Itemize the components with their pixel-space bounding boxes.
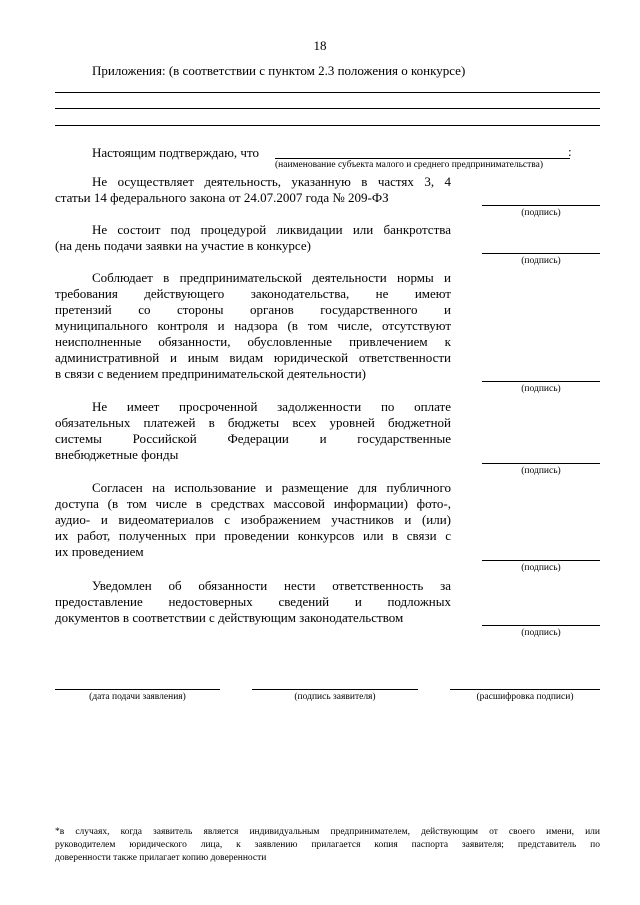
item-6-line-1: Уведомлен об обязанности нести ответственность за bbox=[92, 578, 451, 593]
item-6-line-2: предоставление недостоверных сведений и подложных bbox=[55, 594, 451, 609]
item-5-line-5: их проведением bbox=[55, 544, 144, 559]
signature-line-3 bbox=[482, 381, 600, 382]
item-5-line-4: их работ, полученных при проведении конкурсов или в связи с bbox=[55, 528, 451, 543]
applicant-signature-caption: (подпись заявителя) bbox=[294, 692, 376, 702]
signature-line-2 bbox=[482, 253, 600, 254]
item-1-line-2: статьи 14 федерального закона от 24.07.2007 года № 209-ФЗ bbox=[55, 190, 389, 205]
date-caption: (дата подачи заявления) bbox=[89, 692, 186, 702]
page-number: 18 bbox=[313, 38, 327, 53]
item-3-line-3: претензий со стороны органов государственного и bbox=[55, 302, 451, 317]
applicant-signature-line bbox=[252, 689, 418, 690]
signature-line-6 bbox=[482, 625, 600, 626]
item-1-line-1: Не осуществляет деятельность, указанную в частях 3, 4 bbox=[92, 174, 451, 189]
confirm-text: Настоящим подтверждаю, что bbox=[92, 145, 259, 160]
item-4-line-1: Не имеет просроченной задолженности по оплате bbox=[92, 399, 451, 414]
confirm-colon: : bbox=[568, 144, 572, 159]
appendix-line-2 bbox=[55, 108, 600, 109]
item-3-line-1: Соблюдает в предпринимательской деятельности нормы и bbox=[92, 270, 451, 285]
date-line bbox=[55, 689, 220, 690]
signature-caption-1: (подпись) bbox=[521, 208, 561, 218]
confirm-fill-line bbox=[275, 158, 570, 159]
signature-line-4 bbox=[482, 463, 600, 464]
signature-caption-6: (подпись) bbox=[521, 628, 561, 638]
item-5-line-2: доступа (в том числе в средствах массовой информации) фото-, bbox=[55, 496, 451, 511]
appendix-line-1 bbox=[55, 92, 600, 93]
appendix-heading: Приложения: (в соответствии с пунктом 2.3 положения о конкурсе) bbox=[92, 63, 466, 78]
item-5-line-1: Согласен на использование и размещение для публичного bbox=[92, 480, 451, 495]
footnote-line-2: руководителем юридического лица, к заявлению прилагается копия паспорта заявителя; представитель по bbox=[55, 840, 600, 850]
item-2-line-2: (на день подачи заявки на участие в конкурсе) bbox=[55, 238, 311, 253]
signature-caption-5: (подпись) bbox=[521, 563, 561, 573]
item-4-line-4: внебюджетные фонды bbox=[55, 447, 179, 462]
signature-caption-2: (подпись) bbox=[521, 256, 561, 266]
footnote-line-3: доверенности также прилагает копию доверенности bbox=[55, 853, 267, 863]
confirm-caption: (наименование субъекта малого и среднего предпринимательства) bbox=[275, 160, 544, 170]
footnote-line-1: *в случаях, когда заявитель является индивидуальным предпринимателем, действующим от своего имени, или bbox=[55, 827, 600, 837]
item-3-line-6: административной и иным видам юридической ответственности bbox=[55, 350, 451, 365]
signature-line-1 bbox=[482, 205, 600, 206]
item-4-line-2: обязательных платежей в бюджеты всех уровней бюджетной bbox=[55, 415, 451, 430]
decode-caption: (расшифровка подписи) bbox=[476, 692, 574, 702]
item-6-line-3: документов в соответствии с действующим законодательством bbox=[55, 610, 404, 625]
item-5-line-3: аудио- и видеоматериалов с изображением участников и (или) bbox=[55, 512, 451, 527]
signature-caption-4: (подпись) bbox=[521, 466, 561, 476]
item-3-line-5: неисполненные обязанности, обусловленные привлечением к bbox=[55, 334, 451, 349]
item-4-line-3: системы Российской Федерации и государственные bbox=[55, 431, 451, 446]
decode-line bbox=[450, 689, 600, 690]
item-2-line-1: Не состоит под процедурой ликвидации или банкротства bbox=[92, 222, 451, 237]
item-3-line-2: требования действующего законодательства, не имеют bbox=[55, 286, 451, 301]
item-3-line-7: в связи с ведением предпринимательской деятельности) bbox=[55, 366, 366, 381]
item-3-line-4: муниципального контроля и надзора (в том числе, отсутствуют bbox=[55, 318, 451, 333]
signature-line-5 bbox=[482, 560, 600, 561]
signature-caption-3: (подпись) bbox=[521, 384, 561, 394]
appendix-line-3 bbox=[55, 125, 600, 126]
